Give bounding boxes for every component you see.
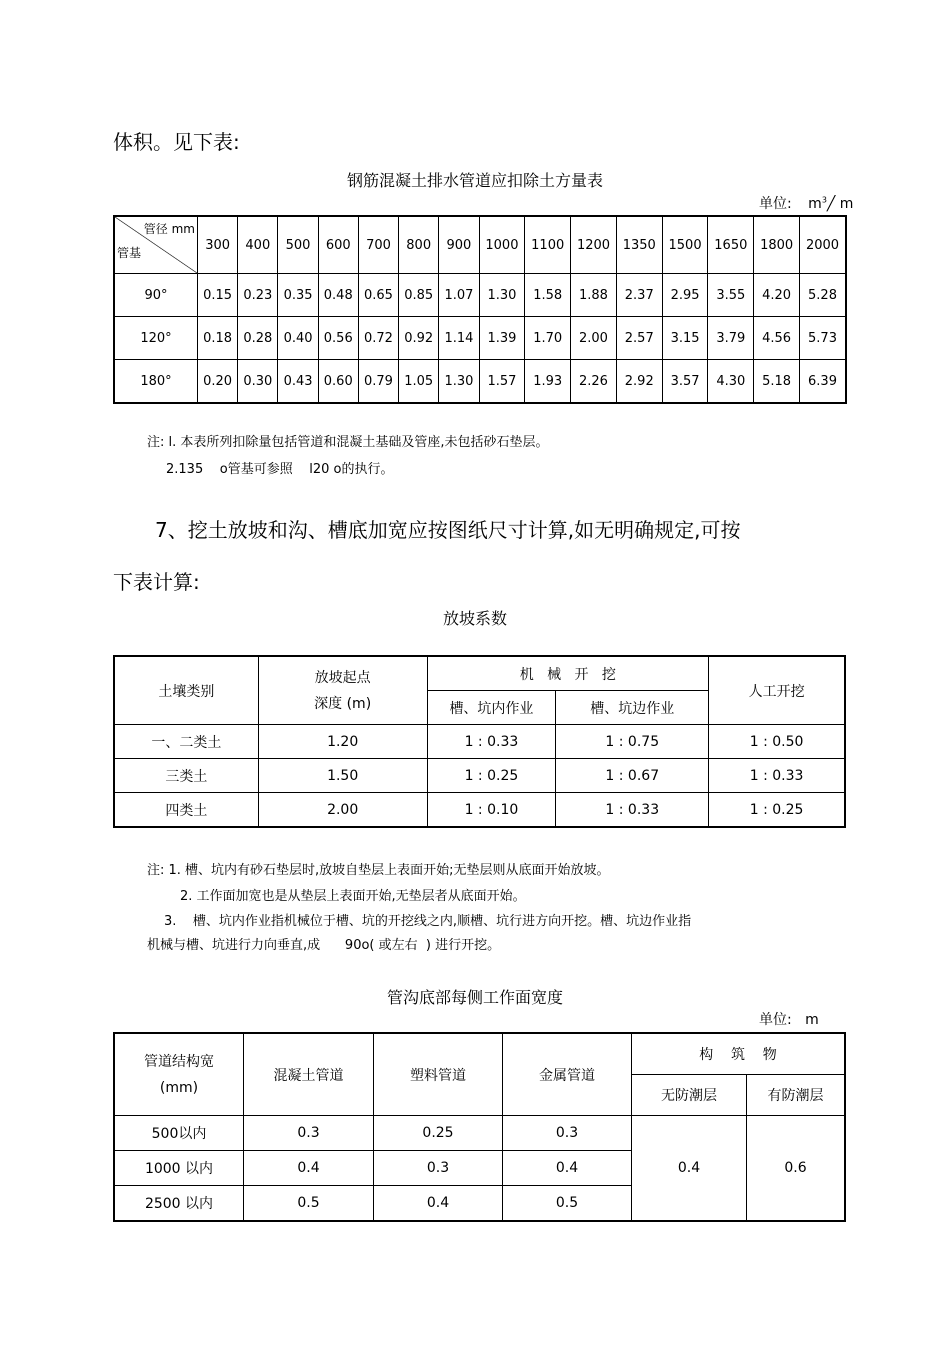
- table-cell: 0.30: [238, 360, 278, 404]
- edge-cell: 1 : 0.33: [556, 793, 709, 828]
- unit-suffix: ╱ m: [826, 196, 854, 212]
- width-cell: 2500 以内: [114, 1186, 244, 1222]
- header-edge-work: 槽、坑边作业: [556, 691, 709, 725]
- table-cell: 0.20: [198, 360, 238, 404]
- table-cell: 1.30: [479, 274, 525, 317]
- header-depth-line2: 深度 (m): [314, 695, 372, 712]
- header-width-line1: 管道结构宽: [144, 1053, 214, 1070]
- manual-cell: 1 : 0.50: [709, 725, 845, 759]
- table-row: [114, 759, 845, 793]
- table-cell: 1.58: [525, 274, 571, 317]
- table-header-row: [114, 1033, 845, 1075]
- table-row: [114, 793, 845, 828]
- table-cell: 3.57: [662, 360, 708, 404]
- inside-cell: 1 : 0.25: [427, 759, 556, 793]
- metal-cell: 0.5: [503, 1186, 632, 1222]
- table-cell: 1.30: [439, 360, 479, 404]
- table-cell: 3.55: [708, 274, 754, 317]
- table-cell: 0.92: [399, 317, 439, 360]
- table-row: [114, 317, 846, 360]
- diameter-header: 600: [318, 216, 358, 274]
- table2-note-2: 2. 工作面加宽也是从垫层上表面开始,无垫层者从底面开始。: [180, 889, 526, 904]
- table-cell: 0.15: [198, 274, 238, 317]
- table1-note-2: 2.135 o管基可参照 l20 o的执行。: [166, 462, 394, 477]
- table-cell: 4.56: [754, 317, 800, 360]
- table-cell: 1.93: [525, 360, 571, 404]
- plastic-cell: 0.25: [374, 1116, 503, 1151]
- header-no-moisture-layer: 无防潮层: [632, 1075, 747, 1116]
- plastic-cell: 0.4: [374, 1186, 503, 1222]
- edge-cell: 1 : 0.75: [556, 725, 709, 759]
- soil-cell: 一、二类土: [114, 725, 258, 759]
- soil-cell: 三类土: [114, 759, 258, 793]
- depth-cell: 1.50: [258, 759, 427, 793]
- header-structure-width: [114, 1033, 244, 1116]
- diameter-header: 400: [238, 216, 278, 274]
- diameter-header: 900: [439, 216, 479, 274]
- structure-moisture-cell: 0.6: [747, 1116, 846, 1222]
- header-slope-depth: [258, 656, 427, 725]
- row-label: 90°: [114, 274, 198, 317]
- header-metal-pipe: 金属管道: [503, 1033, 632, 1116]
- table-cell: 5.73: [800, 317, 847, 360]
- edge-cell: 1 : 0.67: [556, 759, 709, 793]
- manual-cell: 1 : 0.33: [709, 759, 845, 793]
- header-width-line2: (mm): [159, 1079, 199, 1096]
- table-cell: 4.30: [708, 360, 754, 404]
- table3-title: 管沟底部每侧工作面宽度: [386, 988, 563, 1007]
- table-header-row: [114, 216, 846, 274]
- depth-cell: 2.00: [258, 793, 427, 828]
- diameter-header: 500: [278, 216, 318, 274]
- table-header-row: [114, 656, 845, 691]
- table-cell: 4.20: [754, 274, 800, 317]
- table-cell: 0.79: [358, 360, 398, 404]
- section-7-line-2: 下表计算:: [113, 570, 200, 594]
- diameter-header: 700: [358, 216, 398, 274]
- metal-cell: 0.3: [503, 1116, 632, 1151]
- table2-note-1: 注: 1. 槽、坑内有砂石垫层时,放坡自垫层上表面开始;无垫层则从底面开始放坡。: [147, 863, 610, 878]
- diagonal-header-cell: [114, 216, 198, 274]
- header-structures: 构 筑 物: [632, 1033, 846, 1075]
- table-cell: 1.57: [479, 360, 525, 404]
- unit-main: m: [808, 196, 822, 212]
- row-label: 120°: [114, 317, 198, 360]
- header-moisture-layer: 有防潮层: [747, 1075, 846, 1116]
- table1-title: 钢筋混凝土排水管道应扣除土方量表: [346, 171, 603, 190]
- unit-sup: 3: [821, 195, 827, 205]
- diameter-header: 800: [399, 216, 439, 274]
- soil-cell: 四类土: [114, 793, 258, 828]
- diameter-header: 1200: [571, 216, 617, 274]
- table-cell: 0.60: [318, 360, 358, 404]
- table2-note-4: 机械与槽、坑进行力向垂直,成 90o( 或左右 ) 进行开挖。: [147, 938, 501, 953]
- table-cell: 0.43: [278, 360, 318, 404]
- table1-unit: [759, 193, 853, 213]
- table-cell: 1.70: [525, 317, 571, 360]
- unit-prefix: 单位:: [759, 196, 792, 212]
- header-inside-work: 槽、坑内作业: [427, 691, 556, 725]
- diameter-header: 1350: [616, 216, 662, 274]
- diameter-header: 1500: [662, 216, 708, 274]
- concrete-cell: 0.3: [244, 1116, 374, 1151]
- table1-note-1: 注: l. 本表所列扣除量包括管道和混凝土基础及管座,未包括砂石垫层。: [147, 435, 549, 450]
- diameter-header: 1800: [754, 216, 800, 274]
- structure-no-moisture-cell: 0.4: [632, 1116, 747, 1222]
- width-cell: 1000 以内: [114, 1151, 244, 1186]
- table-cell: 0.18: [198, 317, 238, 360]
- table-cell: 0.40: [278, 317, 318, 360]
- work-width-table: [113, 1032, 846, 1222]
- table-cell: 5.18: [754, 360, 800, 404]
- table-cell: 3.79: [708, 317, 754, 360]
- section-7-line-1: 7、挖土放坡和沟、槽底加宽应按图纸尺寸计算,如无明确规定,可按: [155, 518, 741, 542]
- table3-unit: 单位: m: [759, 1012, 819, 1028]
- header-soil-type: 土壤类别: [114, 656, 258, 725]
- table-row: [114, 725, 845, 759]
- diameter-header: 1100: [525, 216, 571, 274]
- slope-coefficient-table: [113, 655, 846, 828]
- table2-note-3: 3. 槽、坑内作业指机械位于槽、坑的开挖线之内,顺槽、坑行进方向开挖。槽、坑边作业指: [164, 914, 692, 929]
- table-cell: 2.00: [571, 317, 617, 360]
- diameter-header: 2000: [800, 216, 847, 274]
- table-row: [114, 360, 846, 404]
- concrete-cell: 0.5: [244, 1186, 374, 1222]
- header-plastic-pipe: 塑料管道: [374, 1033, 503, 1116]
- table-row: [114, 1116, 845, 1151]
- width-cell: 500以内: [114, 1116, 244, 1151]
- diag-bottom-label: 管基: [117, 246, 142, 260]
- table2-title: 放坡系数: [442, 609, 507, 628]
- table-cell: 2.95: [662, 274, 708, 317]
- header-manual-excavation: 人工开挖: [709, 656, 845, 725]
- plastic-cell: 0.3: [374, 1151, 503, 1186]
- table-cell: 0.56: [318, 317, 358, 360]
- table-cell: 1.07: [439, 274, 479, 317]
- manual-cell: 1 : 0.25: [709, 793, 845, 828]
- table-cell: 0.85: [399, 274, 439, 317]
- table-cell: 1.39: [479, 317, 525, 360]
- header-depth-line1: 放坡起点: [314, 669, 371, 686]
- diameter-header: 1000: [479, 216, 525, 274]
- table-cell: 2.92: [616, 360, 662, 404]
- table-cell: 0.35: [278, 274, 318, 317]
- table-cell: 0.28: [238, 317, 278, 360]
- table-cell: 0.65: [358, 274, 398, 317]
- pipe-deduction-table: [113, 215, 847, 404]
- table-cell: 6.39: [800, 360, 847, 404]
- header-machine-excavation: 机 械 开 挖: [427, 656, 709, 691]
- table-cell: 2.57: [616, 317, 662, 360]
- row-label: 180°: [114, 360, 198, 404]
- intro-text: 体积。见下表:: [113, 130, 240, 154]
- table-cell: 0.48: [318, 274, 358, 317]
- concrete-cell: 0.4: [244, 1151, 374, 1186]
- table-cell: 5.28: [800, 274, 847, 317]
- table-cell: 2.37: [616, 274, 662, 317]
- table-cell: 0.23: [238, 274, 278, 317]
- table-cell: 1.14: [439, 317, 479, 360]
- table-cell: 0.72: [358, 317, 398, 360]
- header-concrete-pipe: 混凝土管道: [244, 1033, 374, 1116]
- diag-top-label: 管径 mm: [143, 222, 195, 236]
- depth-cell: 1.20: [258, 725, 427, 759]
- diameter-header: 1650: [708, 216, 754, 274]
- inside-cell: 1 : 0.33: [427, 725, 556, 759]
- table-cell: 1.88: [571, 274, 617, 317]
- table-cell: 1.05: [399, 360, 439, 404]
- table-cell: 2.26: [571, 360, 617, 404]
- metal-cell: 0.4: [503, 1151, 632, 1186]
- table-cell: 3.15: [662, 317, 708, 360]
- diameter-header: 300: [198, 216, 238, 274]
- table-row: [114, 274, 846, 317]
- inside-cell: 1 : 0.10: [427, 793, 556, 828]
